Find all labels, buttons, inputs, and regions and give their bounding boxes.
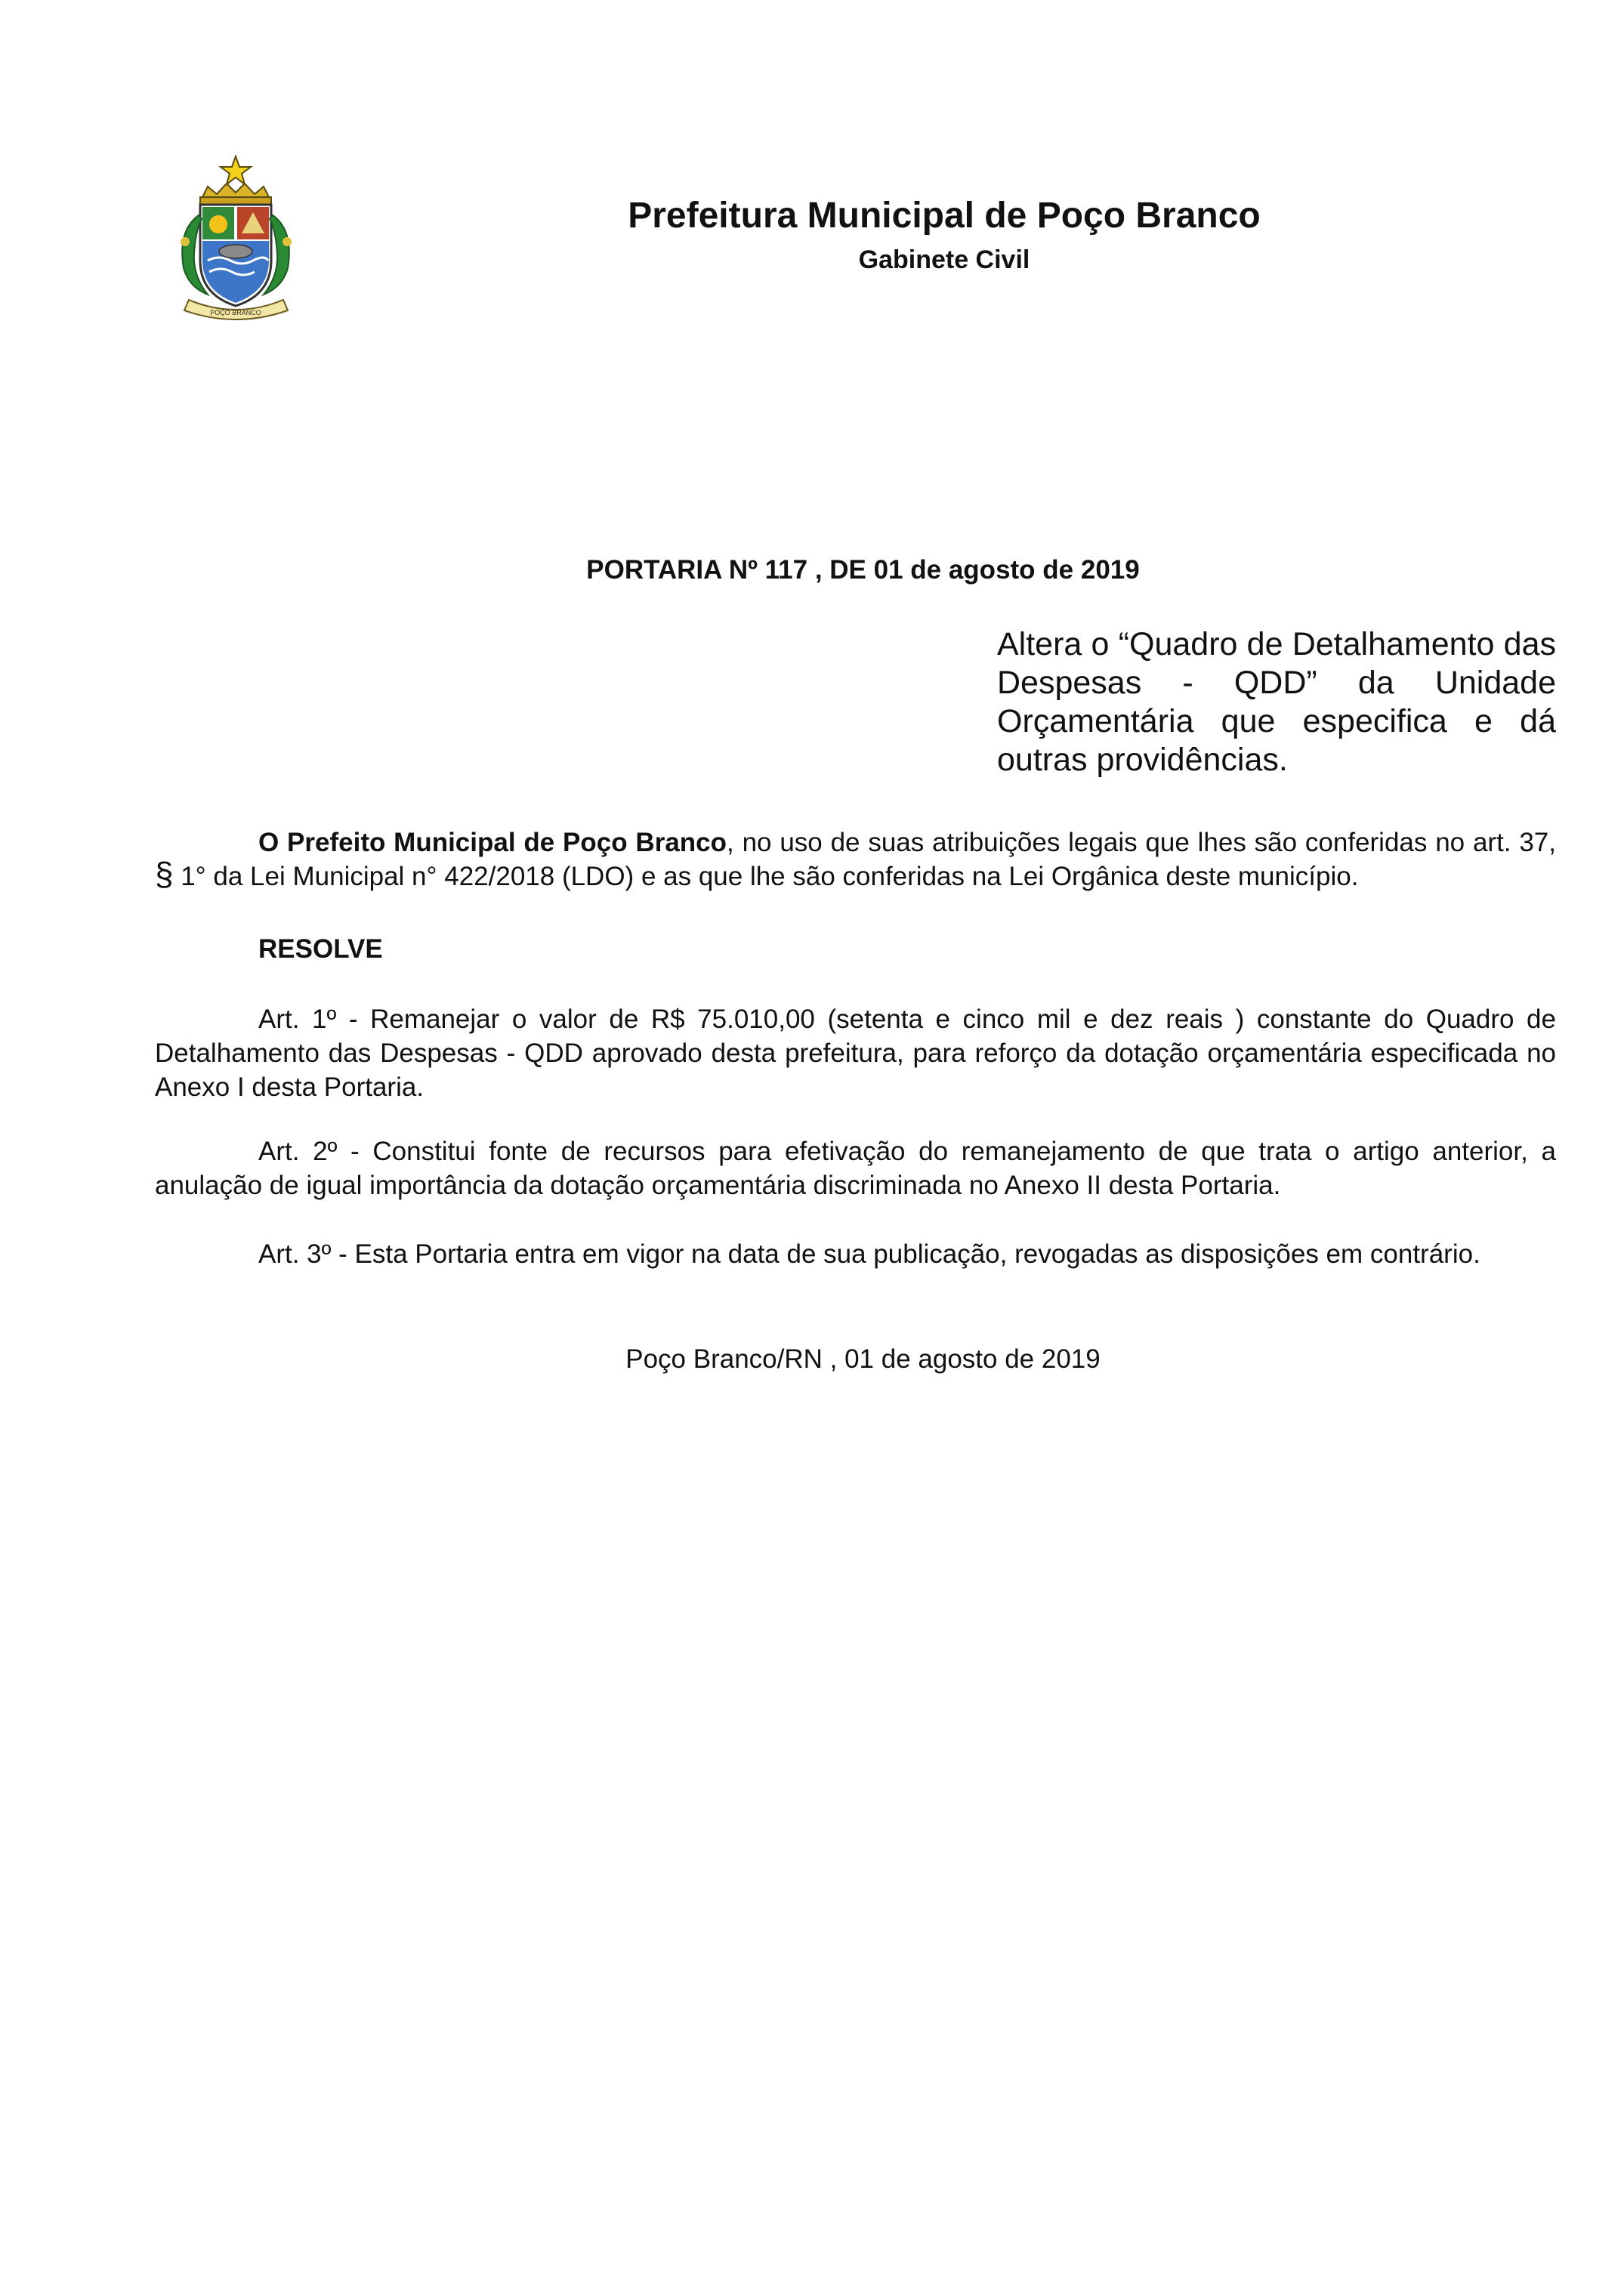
preamble-text-a: , no uso de suas atribuições legais que lhes são conferidas no art. 37, xyxy=(727,828,1556,857)
preamble-bold-lead: O Prefeito Municipal de Poço Branco xyxy=(258,828,727,857)
crest-star-icon xyxy=(221,156,251,184)
header-subtitle: Gabinete Civil xyxy=(858,245,1030,274)
document-title: PORTARIA Nº 117 , DE 01 de agosto de 2019 xyxy=(586,555,1140,585)
preamble-paragraph xyxy=(155,826,1556,893)
preamble-text-b: 1° da Lei Municipal n° 422/2018 (LDO) e as que lhe são conferidas na Lei Orgânica deste município. xyxy=(173,862,1359,891)
municipal-crest-logo xyxy=(155,155,317,325)
article-3: Art. 3º - Esta Portaria entra em vigor na data de sua publicação, revogadas as disposições em contrário. xyxy=(258,1239,1480,1269)
article-1: Art. 1º - Remanejar o valor de R$ 75.010,00 (setenta e cinco mil e dez reais ) constante do Quadro de Detalhamento das Despesas - QDD aprovado desta prefeitura, para reforço da dotação orçamentária especificada no Anexo I desta Portaria. xyxy=(155,1004,1556,1102)
article-2: Art. 2º - Constitui fonte de recursos para efetivação do remanejamento de que trata o artigo anterior, a anulação de igual importância da dotação orçamentária discriminada no Anexo II desta Portaria. xyxy=(155,1137,1556,1200)
section-symbol: § xyxy=(155,856,174,893)
header-title: Prefeitura Municipal de Poço Branco xyxy=(628,196,1261,236)
place-and-date: Poço Branco/RN , 01 de agosto de 2019 xyxy=(625,1344,1101,1374)
crest-caption: POÇO BRANCO xyxy=(210,309,261,316)
ementa-summary: Altera o “Quadro de Detalhamento das Despesas - QDD” da Unidade Orçamentária que especifica e dá outras providências. xyxy=(997,626,1556,778)
resolve-heading: RESOLVE xyxy=(258,934,383,964)
